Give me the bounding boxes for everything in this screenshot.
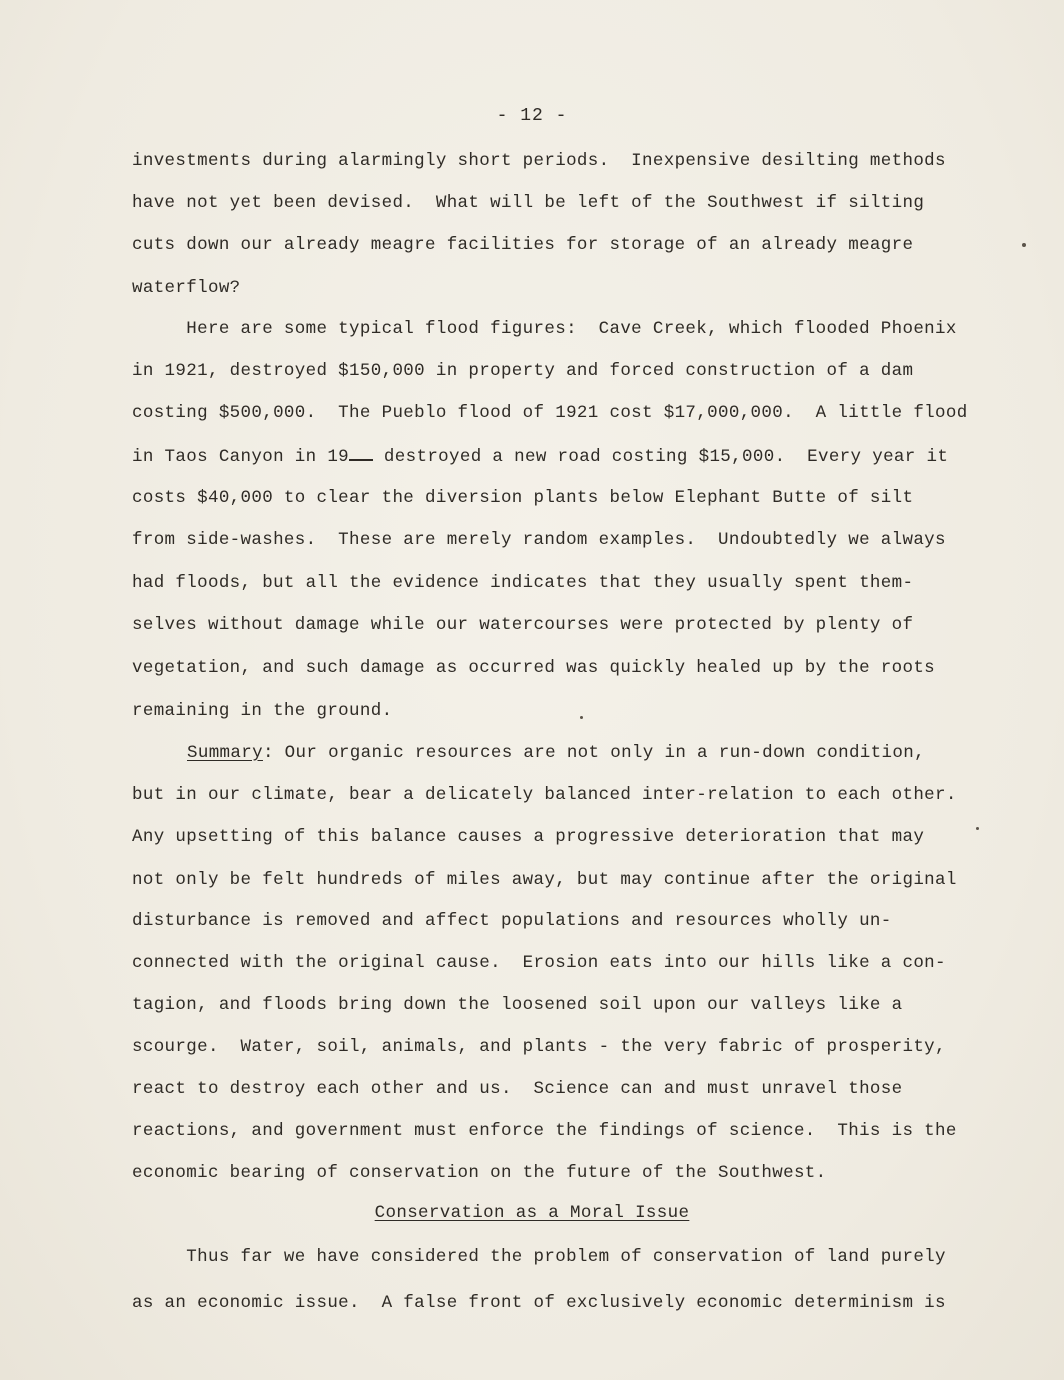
text-line: investments during alarmingly short periods. Inexpensive desilting methods	[132, 151, 946, 171]
text-line: Thus far we have considered the problem of conservation of land purely	[132, 1247, 946, 1267]
text-line: react to destroy each other and us. Science can and must unravel those	[132, 1079, 903, 1099]
text-line: costing $500,000. The Pueblo flood of 1921 cost $17,000,000. A little flood	[132, 403, 968, 423]
text-segment: : Our organic resources are not only in a run-down condition,	[262, 743, 925, 763]
text-line: Here are some typical flood figures: Cave Creek, which flooded Phoenix	[132, 319, 957, 339]
text-line: selves without damage while our watercourses were protected by plenty of	[132, 615, 914, 635]
typed-blank	[349, 445, 373, 461]
text-line: not only be felt hundreds of miles away, but may continue after the original	[132, 870, 957, 890]
text-line: reactions, and government must enforce the findings of science. This is the	[132, 1121, 957, 1141]
page-number: - 12 -	[496, 106, 568, 126]
text-line: in 1921, destroyed $150,000 in property and forced construction of a dam	[132, 361, 914, 381]
paper-speck	[1022, 243, 1026, 247]
text-line: have not yet been devised. What will be left of the Southwest if silting	[132, 193, 925, 213]
text-line: from side-washes. These are merely random examples. Undoubtedly we always	[132, 530, 946, 550]
section-heading: Conservation as a Moral Issue	[374, 1203, 690, 1223]
text-segment: in Taos Canyon in 19	[132, 447, 350, 467]
text-line-with-blank	[132, 445, 948, 468]
text-line: economic bearing of conservation on the future of the Southwest.	[132, 1163, 827, 1183]
paper-speck	[580, 716, 583, 719]
text-line: had floods, but all the evidence indicates that they usually spent them-	[132, 573, 914, 593]
text-line: costs $40,000 to clear the diversion plants below Elephant Butte of silt	[132, 488, 914, 508]
summary-label: Summary	[187, 743, 263, 763]
summary-line	[187, 742, 925, 764]
text-line: tagion, and floods bring down the loosened soil upon our valleys like a	[132, 995, 903, 1015]
text-line: scourge. Water, soil, animals, and plants - the very fabric of prosperity,	[132, 1037, 946, 1057]
text-line: waterflow?	[132, 278, 241, 298]
text-line: vegetation, and such damage as occurred was quickly healed up by the roots	[132, 658, 936, 678]
text-line: as an economic issue. A false front of exclusively economic determinism is	[132, 1293, 946, 1313]
text-line: connected with the original cause. Erosion eats into our hills like a con-	[132, 953, 946, 973]
text-line: remaining in the ground.	[132, 701, 393, 721]
text-line: Any upsetting of this balance causes a progressive deterioration that may	[132, 827, 925, 847]
text-line: but in our climate, bear a delicately balanced inter-relation to each other.	[132, 785, 957, 805]
text-line: cuts down our already meagre facilities for storage of an already meagre	[132, 235, 914, 255]
text-segment: destroyed a new road costing $15,000. Every year it	[383, 447, 949, 467]
paper-speck	[976, 827, 979, 830]
text-line: disturbance is removed and affect populations and resources wholly un-	[132, 911, 892, 931]
